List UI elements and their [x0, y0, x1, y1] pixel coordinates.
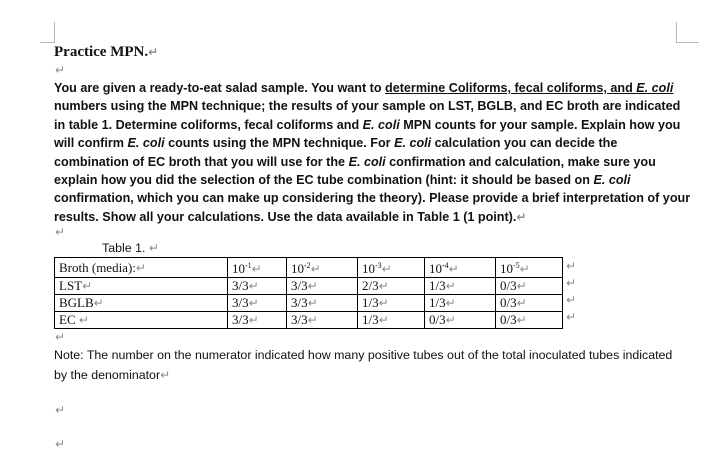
- table-cell: 3/3↵: [287, 295, 358, 312]
- paragraph-mark-icon: ↵: [148, 45, 159, 59]
- paragraph-mark-icon: ↵: [148, 241, 159, 255]
- table-cell: 2/3↵: [358, 278, 425, 295]
- table-cell: 3/3↵: [287, 278, 358, 295]
- table-cell-broth-name: BGLB↵: [55, 295, 228, 312]
- row-end-mark-icon: ↵: [566, 293, 577, 307]
- question-paragraph: You are given a ready-to-eat salad sample. You want to determine Coliforms, fecal coliforms, and E. coli numbers using the MPN technique; the results of your sample on LST, BGLB, and EC broth are indicated in table 1. Determine coliforms, fecal coliforms and E. coli MPN counts for your sample. Explain how you will confirm E. coli counts using the MPN technique. For E. coli calculation you can decide the combination of EC broth that you will use for the E. coli confirmation and calculation, make sure you explain how you did the selection of the EC tube combination (hint: it should be based on E. coli confirmation, which you can make up considering the theory). Please provide a brief interpretation of your results. Show all your calculations. Use the data available in Table 1 (1 point).↵: [54, 81, 691, 224]
- table-cell: 0/3↵: [496, 312, 563, 329]
- table-row: [55, 312, 563, 329]
- table-note: Note: The number on the numerator indicated how many positive tubes out of the total inoculated tubes indicated by the denominator↵: [54, 348, 673, 382]
- table-cell-broth-name: EC ↵: [55, 312, 228, 329]
- table-caption: Table 1. ↵: [102, 241, 159, 255]
- page-corner-mark-top-left: [40, 22, 55, 43]
- document-title: Practice MPN.↵: [54, 44, 159, 60]
- paragraph-mark-icon: ↵: [55, 63, 66, 77]
- dilution-header-cell: $10^{-3}↵$: [358, 258, 425, 278]
- table-cell: 1/3↵: [425, 278, 496, 295]
- dilution-header-cell: $10^{-1}↵$: [228, 258, 287, 278]
- paragraph-mark-icon: ↵: [55, 330, 66, 344]
- dilution-header-cell: $10^{-5}↵$: [496, 258, 563, 278]
- table-header-cell: Broth (media):↵: [55, 258, 228, 278]
- paragraph-mark-icon: ↵: [55, 437, 66, 451]
- table-row: [55, 295, 563, 312]
- paragraph-mark-icon: ↵: [160, 368, 171, 382]
- dilution-header-cell: $10^{-4}↵$: [425, 258, 496, 278]
- table-cell: 0/3↵: [496, 278, 563, 295]
- paragraph-mark-icon: ↵: [55, 225, 66, 239]
- table-cell: 0/3↵: [496, 295, 563, 312]
- table-row: [55, 278, 563, 295]
- dilution-header-cell: $10^{-2}↵$: [287, 258, 358, 278]
- table-cell: 3/3↵: [228, 295, 287, 312]
- page-corner-mark-top-right: [676, 22, 699, 43]
- table-header-row: [55, 258, 563, 278]
- row-end-mark-icon: ↵: [566, 259, 577, 273]
- table-cell-broth-name: LST↵: [55, 278, 228, 295]
- table-cell: 1/3↵: [425, 295, 496, 312]
- table-cell: 1/3↵: [358, 312, 425, 329]
- table-cell: 3/3↵: [228, 312, 287, 329]
- table-cell: 3/3↵: [228, 278, 287, 295]
- row-end-mark-icon: ↵: [566, 310, 577, 324]
- paragraph-mark-icon: ↵: [516, 209, 527, 224]
- table-cell: 1/3↵: [358, 295, 425, 312]
- paragraph-mark-icon: ↵: [55, 403, 66, 417]
- table-row-end-marks: [566, 260, 576, 328]
- mpn-results-table: [54, 257, 563, 329]
- row-end-mark-icon: ↵: [566, 276, 577, 290]
- table-cell: 0/3↵: [425, 312, 496, 329]
- table-cell: 3/3↵: [287, 312, 358, 329]
